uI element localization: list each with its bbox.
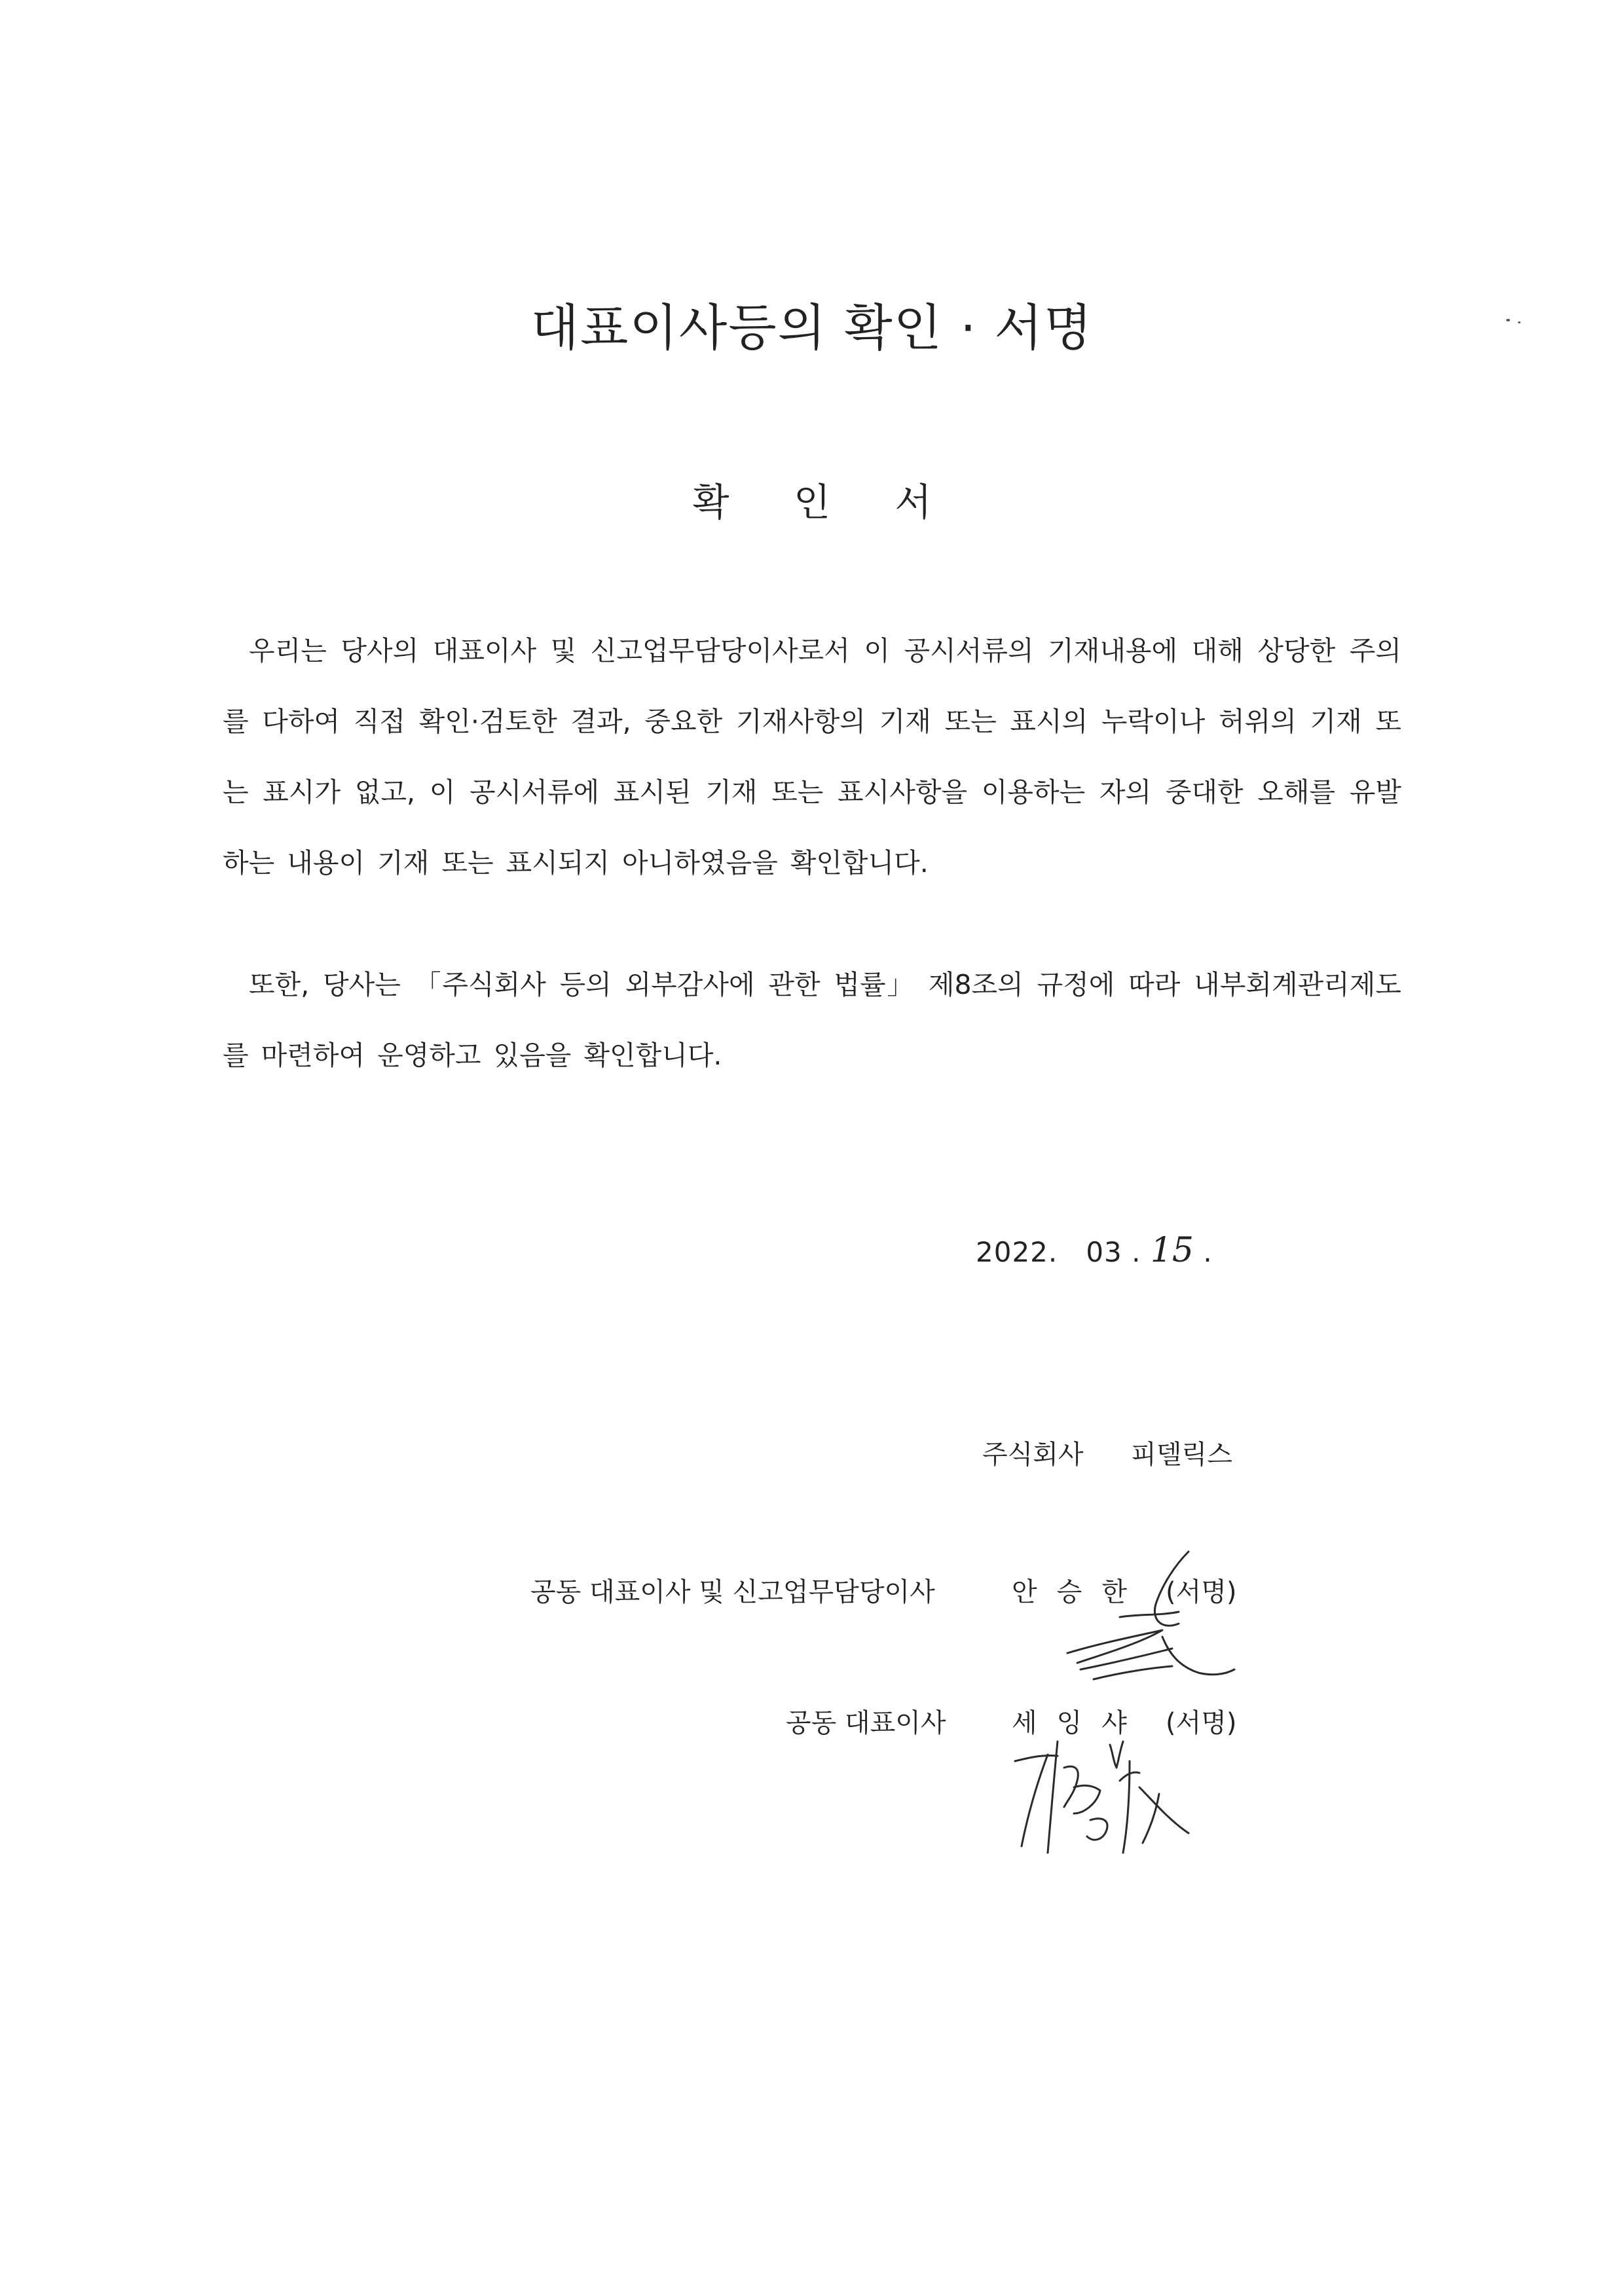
internal-control-paragraph: 또한, 당사는 「주식회사 등의 외부감사에 관한 법률」 제8조의 규정에 따라 내부회계관리제도를 마련하여 운영하고 있음을 확인합니다.: [223, 969, 1401, 1071]
date-year: 2022.: [976, 1236, 1058, 1268]
signatory-name: 세잉샤: [1012, 1708, 1147, 1738]
scan-speck: [1506, 319, 1510, 321]
signatory-name: 안승한: [1012, 1577, 1147, 1607]
signature-mark-label: (서명): [1166, 1577, 1237, 1607]
confirmation-paragraph: 우리는 당사의 대표이사 및 신고업무담당이사로서 이 공시서류의 기재내용에 대해 상당한 주의를 다하여 직접 확인·검토한 결과, 중요한 기재사항의 기재 또는 표시의 누락이나 허위의 기재 또는 표시가 없고, 이 공시서류에 표시된 기재 또는 표시사항을 이용하는 자의 중대한 오해를 유발하는 내용이 기재 또는 표시되지 아니하였음을 확인합니다.: [223, 635, 1401, 879]
date-day-handwritten: 15: [1150, 1231, 1194, 1270]
document-subtitle: 확 인 서: [692, 480, 958, 524]
signatory-role: 공동 대표이사 및 신고업무담당이사: [530, 1577, 935, 1607]
signature-mark-label: (서명): [1166, 1708, 1237, 1738]
signatory-role: 공동 대표이사: [786, 1708, 946, 1738]
signature-2-image: [1002, 1722, 1198, 1872]
company-name: 주식회사 피델릭스: [982, 1440, 1232, 1470]
document-date: [976, 1231, 1213, 1270]
page-title: 대표이사등의 확인 · 서명: [530, 299, 1094, 357]
scan-speck: [1518, 321, 1521, 323]
date-month: 03 .: [1086, 1236, 1141, 1268]
date-end: .: [1203, 1236, 1213, 1268]
signature-1-image: [1022, 1539, 1244, 1709]
